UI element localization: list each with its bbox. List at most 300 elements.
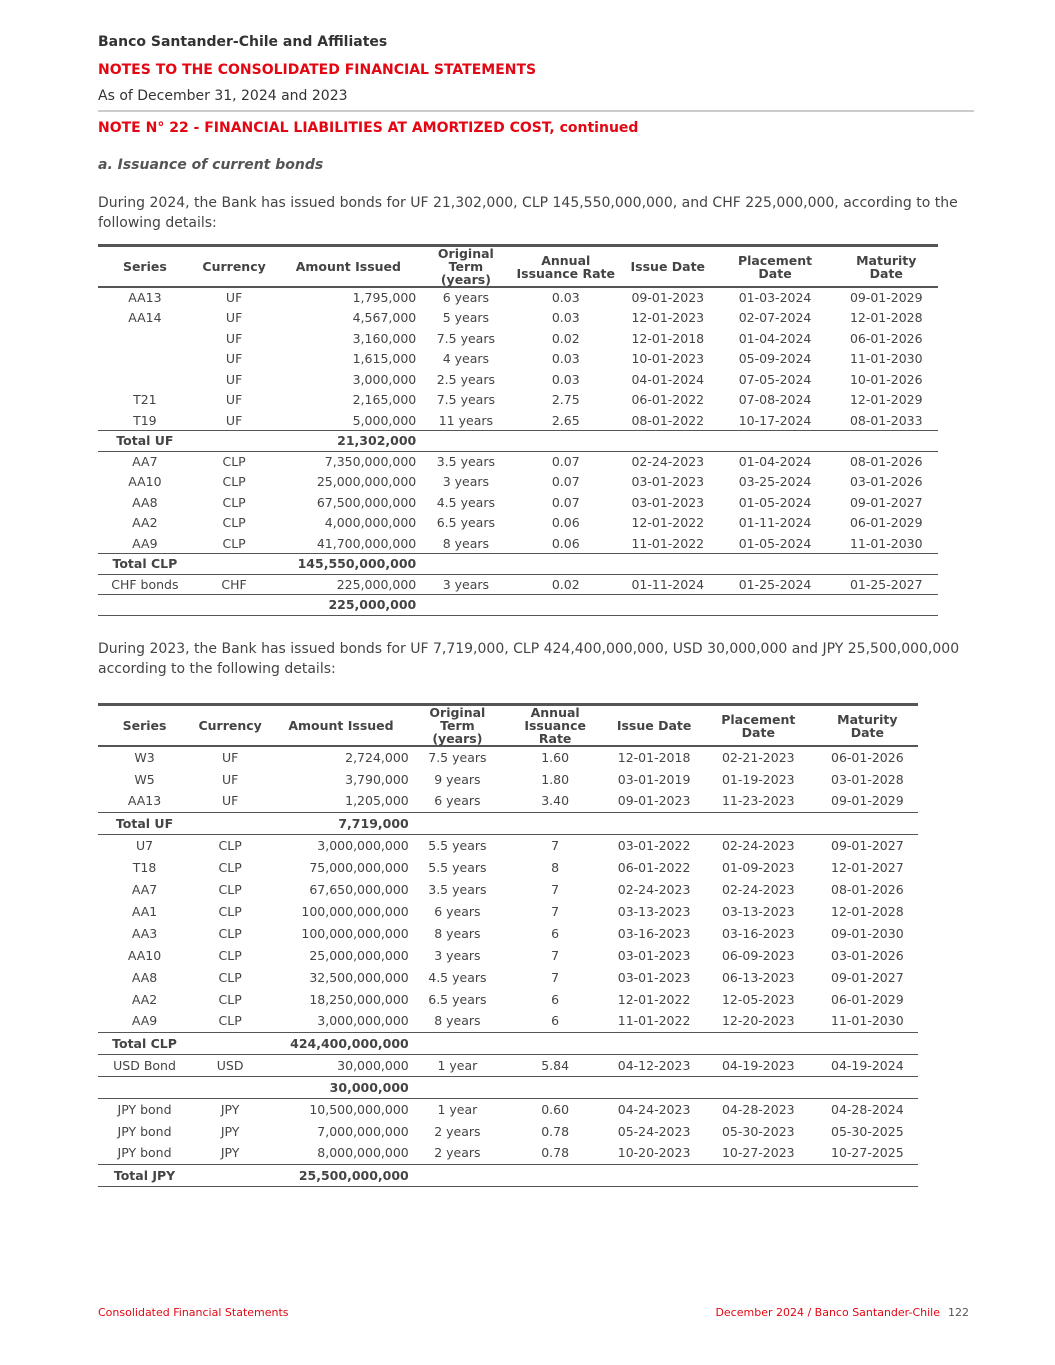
- table-cell: 05-24-2023: [617, 1123, 691, 1139]
- table-cell: 05-30-2023: [721, 1123, 795, 1139]
- table-cell: 04-24-2023: [617, 1101, 691, 1117]
- table-cell: [191, 1164, 269, 1186]
- table-cell: 03-01-2023: [617, 969, 691, 985]
- table-row: [98, 349, 938, 370]
- column-header: Annual Issuance Rate: [512, 246, 620, 288]
- table-cell: W3: [134, 750, 155, 765]
- table-cell: 0.03: [551, 290, 580, 306]
- table-cell: 09-01-2023: [617, 793, 691, 809]
- table-cell: 2,165,000: [352, 392, 417, 408]
- table-cell: 11-01-2030: [849, 535, 923, 551]
- table-cell: 01-25-2024: [738, 576, 812, 592]
- table-cell: CLP: [222, 535, 246, 551]
- table-cell: AA9: [131, 1013, 158, 1029]
- table-cell: 08-01-2026: [849, 454, 923, 469]
- table-cell: 05-09-2024: [738, 351, 812, 367]
- table-cell: [620, 595, 716, 616]
- table-cell: 04-12-2023: [617, 1057, 691, 1073]
- table-cell: 06-01-2029: [849, 515, 923, 531]
- table-cell: 12-20-2023: [721, 1013, 795, 1029]
- table-cell: Total JPY: [98, 1164, 191, 1186]
- table-cell: 12-01-2029: [849, 392, 923, 408]
- table-cell: U7: [135, 837, 154, 853]
- table-cell: 1.60: [541, 750, 570, 765]
- table-cell: [502, 1032, 608, 1054]
- table-cell: 03-01-2019: [617, 771, 691, 787]
- table-cell: [413, 1076, 502, 1098]
- table-cell: 67,500,000,000: [316, 494, 417, 510]
- table-cell: JPY bond: [117, 1145, 172, 1161]
- table-cell: [835, 431, 938, 452]
- table-cell: 225,000,000: [336, 576, 417, 592]
- table-cell: 41,700,000,000: [316, 535, 417, 551]
- table-cell: [420, 431, 511, 452]
- table-cell: Total UF: [98, 431, 192, 452]
- table-cell: 05-30-2025: [831, 1123, 904, 1139]
- table-cell: 5.84: [541, 1057, 570, 1073]
- table-cell: CLP: [222, 515, 246, 531]
- table-row: [98, 390, 938, 411]
- table-cell: 100,000,000,000: [301, 903, 409, 919]
- table-cell: AA7: [131, 881, 158, 897]
- table-row: [98, 878, 918, 900]
- table-cell: CLP: [218, 1013, 242, 1029]
- table-cell: 02-24-2023: [721, 837, 795, 853]
- table-row: [98, 1120, 918, 1142]
- table-row: [98, 308, 938, 329]
- table-cell: 6 years: [442, 290, 490, 306]
- table-cell: 11-23-2023: [721, 793, 795, 809]
- table-cell: 3,000,000: [352, 371, 417, 387]
- table-cell: 01-04-2024: [738, 330, 812, 346]
- table-cell: AA8: [132, 494, 158, 510]
- note-title: NOTE N° 22 - FINANCIAL LIABILITIES AT AMORTIZED COST, continued: [98, 120, 639, 136]
- table-row: [98, 410, 938, 431]
- table-cell: 75,000,000,000: [309, 859, 409, 875]
- column-header: Annual Issuance Rate: [502, 705, 608, 747]
- table-cell: [192, 431, 277, 452]
- table-cell: T18: [132, 859, 157, 875]
- section-title: NOTES TO THE CONSOLIDATED FINANCIAL STATEMENTS: [98, 62, 537, 78]
- table-cell: 06-01-2022: [617, 859, 691, 875]
- table-cell: [700, 1164, 817, 1186]
- table-cell: 2,724,000: [345, 750, 409, 765]
- table-cell: 2 years: [434, 1145, 481, 1161]
- column-header: Amount Issued: [269, 705, 413, 747]
- table-cell: 30,000,000: [269, 1076, 413, 1098]
- table-cell: 06-09-2023: [721, 947, 795, 963]
- table-cell: 2 years: [434, 1123, 481, 1139]
- table-cell: JPY bond: [117, 1123, 172, 1139]
- report-date: As of December 31, 2024 and 2023: [98, 88, 348, 104]
- table-cell: CLP: [218, 925, 242, 941]
- table-cell: 25,500,000,000: [269, 1164, 413, 1186]
- table-cell: 7.5 years: [428, 750, 487, 765]
- table-cell: 3.40: [541, 793, 570, 809]
- table-cell: 424,400,000,000: [269, 1032, 413, 1054]
- table-cell: 0.02: [551, 576, 580, 592]
- table-cell: [817, 1032, 918, 1054]
- column-header: Issue Date: [620, 246, 716, 288]
- table-cell: 03-01-2026: [831, 947, 904, 963]
- table-cell: AA13: [127, 793, 162, 809]
- table-cell: [716, 554, 835, 575]
- table-cell: 3,000,000,000: [317, 1013, 409, 1029]
- table-cell: 0.06: [551, 515, 580, 531]
- table-cell: USD: [216, 1057, 244, 1073]
- table-cell: AA1: [131, 903, 158, 919]
- table-row: [98, 922, 918, 944]
- table-cell: 10-27-2023: [721, 1145, 795, 1161]
- column-header: Original Term (years): [413, 705, 502, 747]
- table-cell: 03-16-2023: [617, 925, 691, 941]
- table-cell: 02-24-2023: [631, 454, 705, 469]
- table-cell: 09-01-2030: [831, 925, 904, 941]
- table-cell: 12-01-2022: [631, 515, 705, 531]
- table-row: [98, 472, 938, 493]
- table-cell: 12-01-2018: [617, 750, 691, 765]
- table-cell: UF: [225, 290, 243, 306]
- table-cell: 6 years: [434, 903, 481, 919]
- table-row: [98, 966, 918, 988]
- table-cell: 01-09-2023: [721, 859, 795, 875]
- column-header: Maturity Date: [835, 246, 938, 288]
- table-cell: 04-28-2024: [831, 1101, 904, 1117]
- table-cell: 8 years: [434, 1013, 481, 1029]
- table-cell: 08-01-2022: [631, 412, 705, 428]
- table-cell: 10-01-2026: [849, 371, 923, 387]
- table-cell: CLP: [222, 474, 246, 490]
- table-cell: 04-28-2023: [721, 1101, 795, 1117]
- table-row: [98, 944, 918, 966]
- table-cell: 6 years: [434, 793, 481, 809]
- table-cell: CHF: [221, 576, 247, 592]
- table-cell: CLP: [222, 454, 246, 469]
- table-cell: 07-08-2024: [738, 392, 812, 408]
- table-cell: 11-01-2022: [631, 535, 705, 551]
- table-cell: 0.07: [551, 494, 580, 510]
- table-row: [98, 492, 938, 513]
- table-row: [98, 768, 918, 790]
- table-cell: [191, 1076, 269, 1098]
- table-cell: 06-13-2023: [721, 969, 795, 985]
- table-cell: UF: [221, 793, 239, 809]
- table-cell: [700, 1032, 817, 1054]
- table-cell: 04-19-2023: [721, 1057, 795, 1073]
- table-cell: T21: [133, 392, 157, 408]
- total-row: [98, 554, 938, 575]
- table-cell: CLP: [218, 859, 242, 875]
- column-header: Placement Date: [700, 705, 817, 747]
- table-cell: UF: [225, 392, 243, 408]
- table-cell: 03-13-2023: [617, 903, 691, 919]
- table-cell: 01-11-2024: [631, 576, 705, 592]
- table-cell: 06-01-2026: [849, 330, 923, 346]
- table-cell: [98, 369, 192, 390]
- table-cell: 7: [551, 837, 560, 853]
- total-row: [98, 431, 938, 452]
- table-cell: JPY bond: [117, 1101, 172, 1117]
- table-cell: 1,615,000: [352, 351, 417, 367]
- table-cell: 03-01-2023: [631, 474, 705, 490]
- table-cell: 10,500,000,000: [309, 1101, 409, 1117]
- table-cell: 7.5 years: [436, 330, 495, 346]
- table-cell: [502, 812, 608, 834]
- bonds-2023-table: [98, 703, 918, 1187]
- table-cell: 8 years: [442, 535, 490, 551]
- table-cell: UF: [225, 371, 243, 387]
- column-header: Amount Issued: [276, 246, 420, 288]
- table-cell: [608, 1164, 700, 1186]
- table-cell: 8 years: [434, 925, 481, 941]
- table-row: [98, 369, 938, 390]
- total-row: [98, 595, 938, 616]
- table-cell: T19: [133, 412, 157, 428]
- table-cell: 7.5 years: [436, 392, 495, 408]
- table-cell: 25,000,000,000: [316, 474, 417, 490]
- table-cell: 03-01-2026: [849, 474, 923, 490]
- table-cell: [835, 554, 938, 575]
- table-cell: 6: [551, 991, 560, 1007]
- table-cell: 03-01-2023: [631, 494, 705, 510]
- table-cell: 02-07-2024: [738, 310, 812, 326]
- table-cell: 1,205,000: [345, 793, 409, 809]
- table-cell: 32,500,000,000: [309, 969, 409, 985]
- table-cell: JPY: [220, 1123, 240, 1139]
- table-cell: [700, 1076, 817, 1098]
- table-cell: 01-03-2024: [738, 290, 812, 306]
- table-cell: [413, 1032, 502, 1054]
- table-cell: 4,567,000: [352, 310, 417, 326]
- total-row: [98, 1076, 918, 1098]
- table-row: [98, 900, 918, 922]
- table-cell: 12-01-2028: [831, 903, 904, 919]
- total-row: [98, 812, 918, 834]
- table-cell: AA14: [128, 310, 162, 326]
- table-cell: 7,000,000,000: [317, 1123, 409, 1139]
- table-cell: [512, 595, 620, 616]
- table-cell: 03-01-2023: [617, 947, 691, 963]
- bonds-2024-table: [98, 244, 938, 616]
- table-cell: [413, 1164, 502, 1186]
- table-cell: [700, 812, 817, 834]
- table-cell: 2.75: [551, 392, 580, 408]
- table-cell: 0.07: [551, 474, 580, 490]
- paragraph-2023: During 2023, the Bank has issued bonds for UF 7,719,000, CLP 424,400,000,000, USD 30,000,000 and JPY 25,500,000,000 according to the following details:: [98, 641, 960, 677]
- table-cell: CLP: [218, 903, 242, 919]
- table-cell: 10-01-2023: [631, 351, 705, 367]
- table-cell: 09-01-2029: [849, 290, 923, 306]
- subsection-title: a. Issuance of current bonds: [98, 157, 324, 173]
- table-cell: 18,250,000,000: [309, 991, 409, 1007]
- table-cell: [191, 1032, 269, 1054]
- table-cell: AA10: [127, 947, 162, 963]
- table-cell: 11-01-2030: [849, 351, 923, 367]
- table-cell: [716, 595, 835, 616]
- table-cell: 11 years: [438, 412, 494, 428]
- table-cell: Total CLP: [98, 554, 192, 575]
- table-cell: 0.78: [541, 1123, 570, 1139]
- table-cell: AA2: [131, 991, 158, 1007]
- table-cell: [98, 328, 192, 349]
- table-cell: 06-01-2026: [831, 750, 904, 765]
- table-cell: 145,550,000,000: [276, 554, 420, 575]
- table-cell: CLP: [218, 837, 242, 853]
- total-row: [98, 1164, 918, 1186]
- table-cell: AA9: [132, 535, 158, 551]
- table-cell: [817, 812, 918, 834]
- table-cell: 03-01-2022: [617, 837, 691, 853]
- table-row: [98, 287, 938, 308]
- table-cell: 01-25-2027: [849, 576, 923, 592]
- company-name: Banco Santander-Chile and Affiliates: [98, 34, 388, 50]
- table-cell: CHF bonds: [111, 576, 179, 592]
- table-cell: 0.06: [551, 535, 580, 551]
- table-cell: [420, 554, 511, 575]
- table-cell: CLP: [218, 991, 242, 1007]
- table-cell: W5: [134, 771, 155, 787]
- table-cell: AA8: [131, 969, 158, 985]
- table-cell: 225,000,000: [276, 595, 420, 616]
- table-cell: 12-01-2028: [849, 310, 923, 326]
- table-cell: 3,000,000,000: [317, 837, 409, 853]
- table-cell: 67,650,000,000: [309, 881, 409, 897]
- table-cell: 09-01-2027: [831, 837, 904, 853]
- table-cell: 11-01-2022: [617, 1013, 691, 1029]
- table-cell: 12-01-2022: [617, 991, 691, 1007]
- table-cell: 2.5 years: [436, 371, 495, 387]
- table-cell: 03-01-2028: [831, 771, 904, 787]
- table-cell: 25,000,000,000: [309, 947, 409, 963]
- table-cell: AA3: [131, 925, 158, 941]
- table-row: [98, 574, 938, 595]
- table-cell: 12-05-2023: [721, 991, 795, 1007]
- footer-left: Consolidated Financial Statements: [98, 1306, 289, 1319]
- table-row: [98, 834, 918, 856]
- table-cell: Total UF: [98, 812, 191, 834]
- table-cell: 0.60: [541, 1101, 570, 1117]
- table-cell: 08-01-2026: [831, 881, 904, 897]
- table-cell: UF: [221, 771, 239, 787]
- table-cell: 0.03: [551, 371, 580, 387]
- table-cell: 30,000,000: [337, 1057, 409, 1073]
- table-cell: 03-13-2023: [721, 903, 795, 919]
- table-cell: 3.5 years: [428, 881, 487, 897]
- table-cell: 7: [551, 969, 560, 985]
- table-cell: 6: [551, 1013, 560, 1029]
- table-cell: 5 years: [442, 310, 490, 326]
- column-header: Series: [98, 705, 191, 747]
- table-cell: 10-17-2024: [738, 412, 812, 428]
- table-row: [98, 1054, 918, 1076]
- table-cell: 09-01-2027: [831, 969, 904, 985]
- table-cell: 6.5 years: [428, 991, 487, 1007]
- table-cell: 06-01-2029: [831, 991, 904, 1007]
- table-cell: 03-25-2024: [738, 474, 812, 490]
- column-header: Original Term (years): [420, 246, 511, 288]
- table-row: [98, 328, 938, 349]
- table-cell: 04-19-2024: [831, 1057, 904, 1073]
- table-cell: 12-01-2018: [631, 330, 705, 346]
- table-cell: 4 years: [442, 351, 490, 367]
- table-cell: 01-11-2024: [738, 515, 812, 531]
- table-cell: 3 years: [434, 947, 481, 963]
- table-cell: 9 years: [434, 771, 481, 787]
- table-cell: 1.80: [541, 771, 570, 787]
- table-cell: 5.5 years: [428, 837, 487, 853]
- table-cell: 0.03: [551, 351, 580, 367]
- table-cell: [817, 1076, 918, 1098]
- table-cell: 01-05-2024: [738, 535, 812, 551]
- table-cell: USD Bond: [113, 1057, 176, 1073]
- table-cell: AA7: [132, 454, 158, 469]
- table-row: [98, 790, 918, 812]
- table-cell: 7: [551, 903, 560, 919]
- table-cell: 02-21-2023: [721, 750, 795, 765]
- table-row: [98, 746, 918, 768]
- table-cell: [502, 1076, 608, 1098]
- table-cell: 4,000,000,000: [324, 515, 417, 531]
- table-cell: 01-05-2024: [738, 494, 812, 510]
- table-cell: 5.5 years: [428, 859, 487, 875]
- column-header: Currency: [191, 705, 269, 747]
- footer-title: December 2024 / Banco Santander-Chile: [715, 1306, 940, 1319]
- table-cell: 12-01-2023: [631, 310, 705, 326]
- table-cell: [413, 812, 502, 834]
- table-cell: UF: [225, 412, 243, 428]
- table-row: [98, 513, 938, 534]
- table-cell: 3,790,000: [345, 771, 409, 787]
- table-cell: 02-24-2023: [617, 881, 691, 897]
- table-cell: 2.65: [551, 412, 580, 428]
- table-cell: [817, 1164, 918, 1186]
- column-header: Placement Date: [716, 246, 835, 288]
- table-cell: [716, 431, 835, 452]
- table-cell: CLP: [218, 969, 242, 985]
- table-cell: 3,160,000: [352, 330, 417, 346]
- table-row: [98, 1010, 918, 1032]
- table-cell: 10-27-2025: [831, 1145, 904, 1161]
- table-row: [98, 856, 918, 878]
- table-cell: [512, 554, 620, 575]
- table-cell: 8,000,000,000: [317, 1145, 409, 1161]
- table-cell: 3.5 years: [436, 454, 495, 469]
- table-cell: 1,795,000: [352, 290, 417, 306]
- total-row: [98, 1032, 918, 1054]
- table-cell: AA10: [128, 474, 162, 490]
- table-cell: UF: [225, 351, 243, 367]
- table-cell: 7,719,000: [269, 812, 413, 834]
- header-divider: [98, 110, 974, 112]
- table-cell: 04-01-2024: [631, 371, 705, 387]
- table-cell: JPY: [220, 1145, 240, 1161]
- table-cell: 7: [551, 947, 560, 963]
- table-cell: 7: [551, 881, 560, 897]
- table-cell: AA13: [128, 290, 162, 306]
- table-cell: Total CLP: [98, 1032, 191, 1054]
- table-cell: UF: [221, 750, 239, 765]
- table-cell: JPY: [220, 1101, 240, 1117]
- table-cell: 1 year: [437, 1057, 478, 1073]
- table-cell: [608, 812, 700, 834]
- table-cell: [608, 1032, 700, 1054]
- footer-right: [715, 1306, 969, 1319]
- column-header: Currency: [192, 246, 277, 288]
- table-cell: 09-01-2027: [849, 494, 923, 510]
- table-cell: 01-04-2024: [738, 454, 812, 469]
- table-cell: UF: [225, 330, 243, 346]
- table-cell: 06-01-2022: [631, 392, 705, 408]
